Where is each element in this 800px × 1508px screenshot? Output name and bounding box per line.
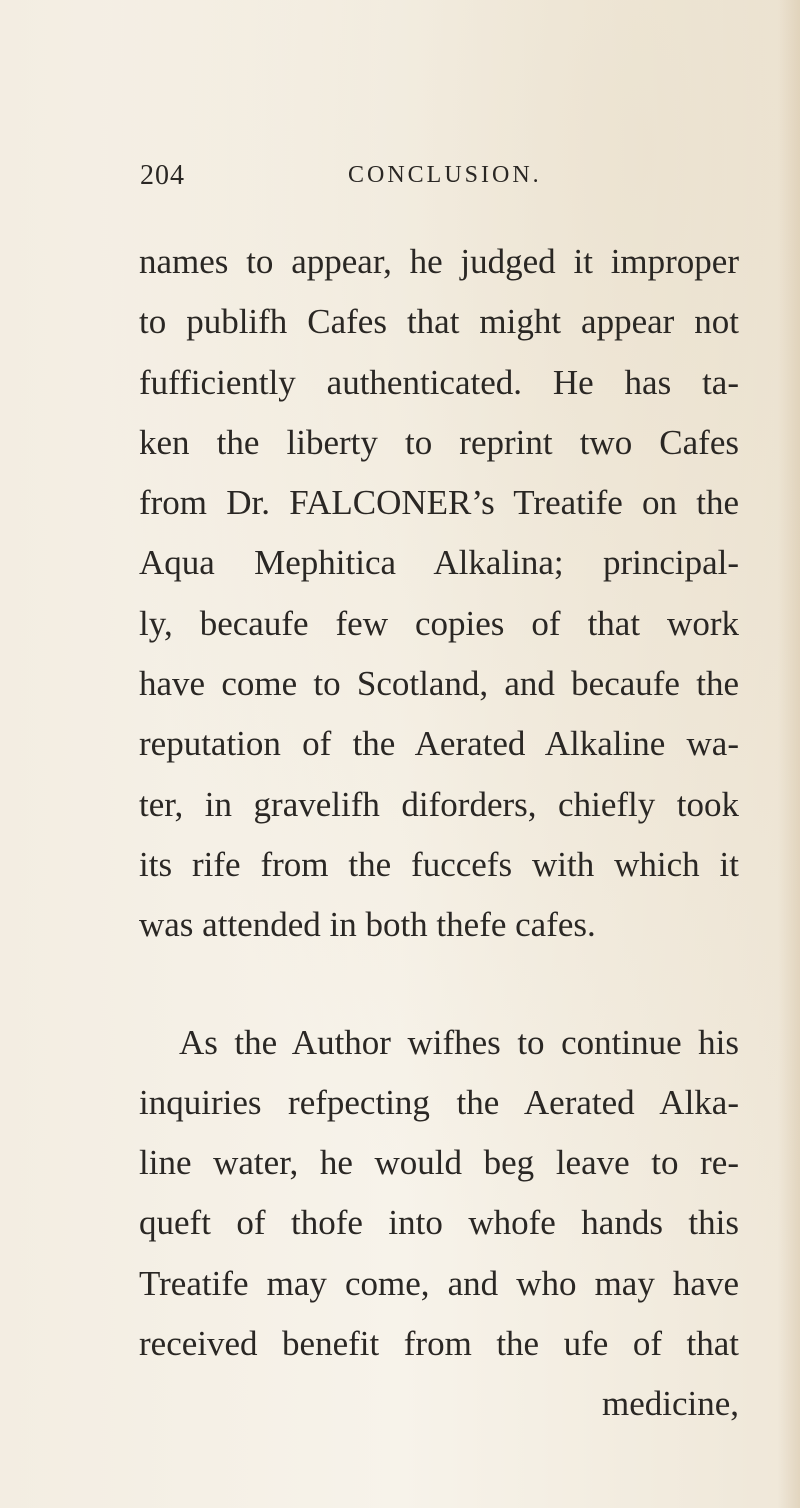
text-line: fufficiently authenticated. He has ta-	[139, 362, 739, 402]
text-line: Treatife may come, and who may have	[139, 1263, 739, 1303]
text-line: its rife from the fuccefs with which it	[139, 844, 739, 884]
catchword: medicine,	[601, 1384, 739, 1424]
text-line: ken the liberty to reprint two Cafes	[139, 422, 739, 462]
running-head	[140, 160, 660, 200]
text-line: have come to Scotland, and becaufe the	[139, 664, 739, 704]
body-text	[139, 232, 739, 1435]
text-line: As the Author wifhes to continue his	[179, 1022, 739, 1062]
paragraph-2	[139, 1013, 739, 1375]
text-line: ter, in gravelifh diforders, chiefly took	[139, 784, 739, 824]
section-title: CONCLUSION.	[348, 162, 542, 188]
text-line: received benefit from the ufe of that	[139, 1324, 739, 1364]
text-line: to publifh Cafes that might appear not	[139, 302, 739, 342]
text-line: from Dr. FALCONER’s Treatife on the	[139, 483, 739, 523]
text-line: was attended in both thefe cafes.	[139, 905, 596, 945]
paragraph-spacer	[139, 956, 739, 1013]
text-line: inquiries refpecting the Aerated Alka-	[139, 1082, 739, 1122]
text-line: reputation of the Aerated Alkaline wa-	[139, 724, 739, 764]
paragraph-1	[139, 232, 739, 956]
text-line: Aqua Mephitica Alkalina; principal-	[139, 543, 739, 583]
page-number: 204	[140, 160, 185, 191]
text-line: names to appear, he judged it improper	[139, 242, 739, 281]
text-line: line water, he would beg leave to re-	[139, 1143, 739, 1183]
page-edge-shadow	[778, 0, 800, 1508]
text-line: ly, becaufe few copies of that work	[139, 603, 739, 643]
text-line: queft of thofe into whofe hands this	[139, 1203, 739, 1243]
